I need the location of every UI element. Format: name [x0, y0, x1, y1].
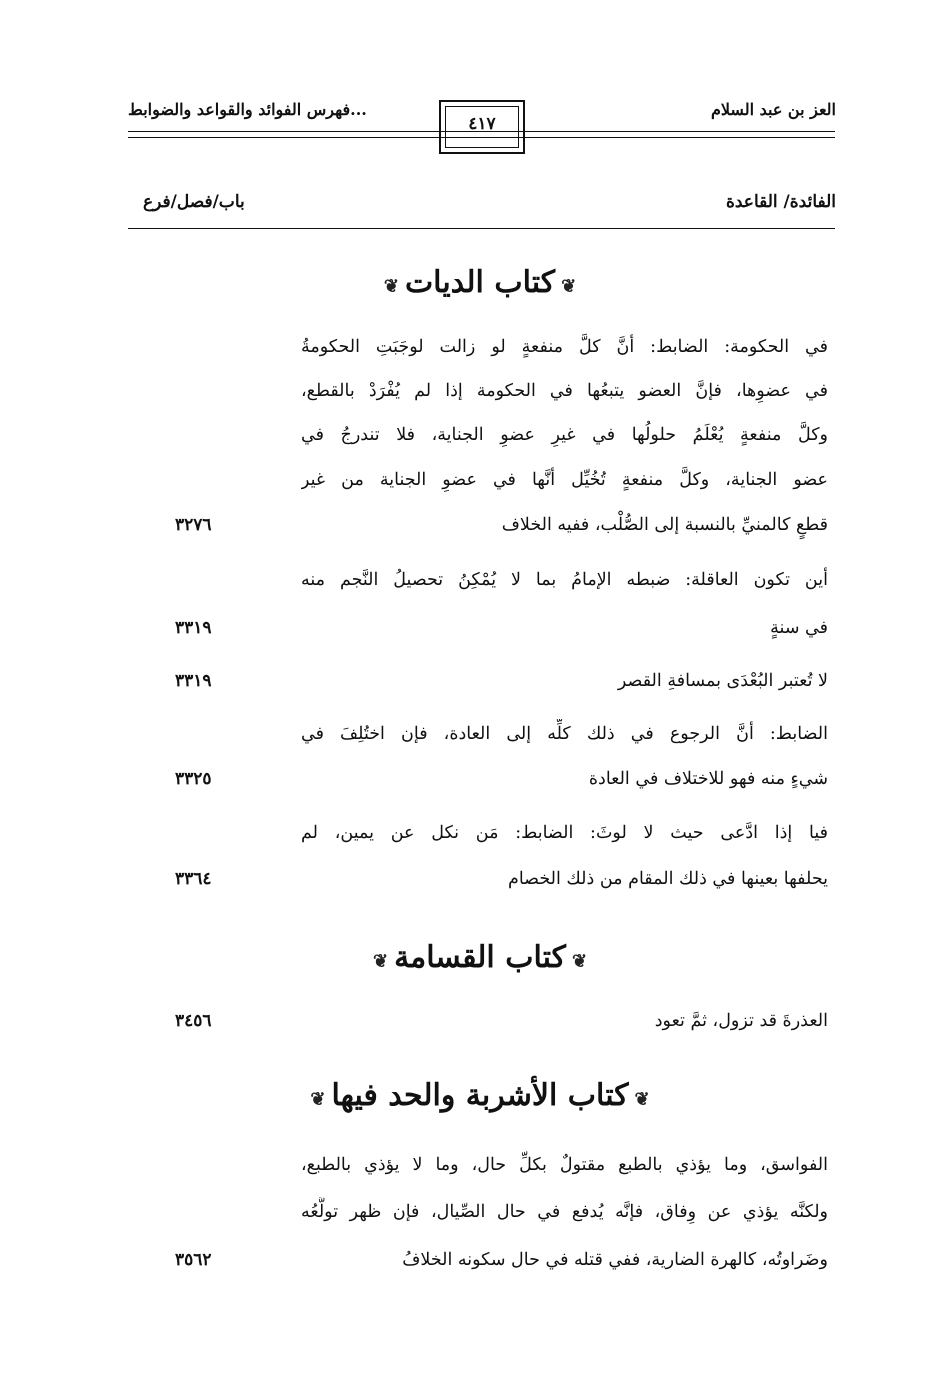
header-rule-bottom — [128, 137, 835, 138]
entry-reference-number: ٣٤٥٦ — [175, 1011, 212, 1031]
entry-reference-number: ٣٣١٩ — [175, 618, 212, 638]
entry-line: عضو الجناية، وكلَّ منفعةٍ تُخُيِّل أنَّها في عضوِ الجناية من غير — [301, 470, 828, 490]
column-heading-chapter: باب/فصل/فرع — [143, 192, 245, 212]
entry-reference-number: ٣٥٦٢ — [175, 1250, 212, 1270]
header-rule-top — [128, 131, 835, 132]
column-heading-rule-line — [128, 228, 835, 229]
entry-reference-number: ٣٣٢٥ — [175, 769, 212, 789]
book-title-diyat: ❦ كتاب الديات ❦ — [383, 265, 577, 300]
running-header-author: العز بن عبد السلام — [710, 100, 836, 119]
page-number: ٤١٧ — [468, 114, 496, 134]
entry-line: قطعٍ كالمنيِّ بالنسبة إلى الصُّلْب، ففيه الخلاف — [501, 515, 828, 535]
entry-reference-number: ٣٣٦٤ — [175, 869, 212, 889]
entry-line: أين تكون العاقلة: ضبطه الإمامُ بما لا يُمْكِنُ تحصيلُ النَّجم منه — [301, 570, 828, 590]
entry-line: وكلَّ منفعةٍ يُعْلَمُ حلولُها في غيرِ عضوِ الجناية، فلا تندرجُ في — [301, 425, 828, 445]
entry-line: الفواسق، وما يؤذي بالطبع مقتولٌ بكلِّ حال، وما لا يؤذي بالطبع، — [301, 1155, 828, 1175]
entry-line: وضَراوتُه، كالهرة الضارية، ففي قتله في حال سكونه الخلافُ — [402, 1250, 828, 1270]
entry-line: العذرةَ قد تزول، ثمَّ تعود — [654, 1011, 828, 1031]
entry-reference-number: ٣٢٧٦ — [175, 515, 212, 535]
running-header-section-title: فهرس الفوائد والقواعد والضوابط... — [128, 100, 367, 119]
book-title-ashriba: ❦ كتاب الأشربة والحد فيها ❦ — [310, 1078, 650, 1113]
entry-line: لا تُعتبر البُعْدَى بمسافةِ القصر — [617, 671, 828, 691]
entry-line: ولكنَّه يؤذي عن وِفاق، فإنَّه يُدفع في حال الصِّيال، فإن ظهر تولُّعُه — [301, 1202, 828, 1222]
column-heading-rule: الفائدة/ القاعدة — [725, 192, 836, 212]
entry-line: الضابط: أنَّ الرجوع في ذلك كلِّه إلى العادة، فإن اختُلِفَ في — [301, 724, 828, 744]
entry-line: فيا إذا ادَّعى حيث لا لوثَ: الضابط: مَن نكل عن يمين، لم — [301, 823, 828, 843]
entry-line: في الحكومة: الضابط: أنَّ كلَّ منفعةٍ لو زالت لوجَبَتِ الحكومةُ — [301, 337, 828, 357]
entry-line: في سنةٍ — [770, 618, 828, 638]
entry-reference-number: ٣٣١٩ — [175, 671, 212, 691]
book-title-qasama: ❦ كتاب القسامة ❦ — [372, 940, 588, 975]
entry-line: شيءٍ منه فهو للاختلاف في العادة — [588, 769, 828, 789]
entry-line: يحلفها بعينها في ذلك المقام من ذلك الخصام — [508, 869, 828, 889]
page-number-frame — [439, 100, 525, 154]
entry-line: في عضوِها، فإنَّ العضو يتبعُها في الحكومة إذا لم يُفْرَدْ بالقطع، — [301, 381, 828, 401]
